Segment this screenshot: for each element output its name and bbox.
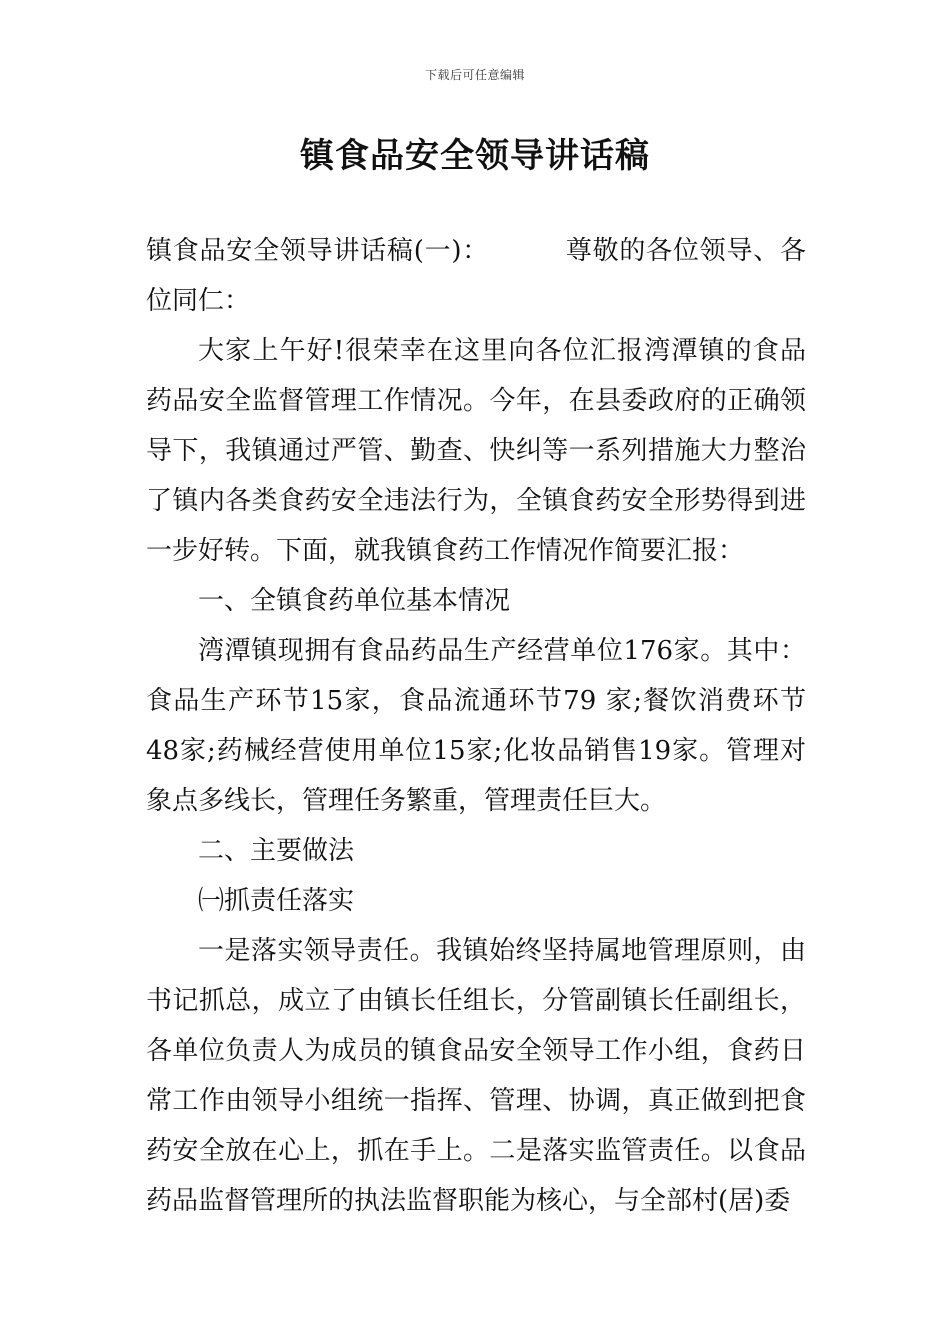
subsection-heading-1: ㈠抓责任落实 bbox=[198, 886, 355, 916]
paragraph-basic-info: 湾潭镇现拥有食品药品生产经营单位176家。其中：食品生产环节15家，食品流通环节79 家;餐饮消费环节48家;药械经营使用单位15家;化妆品销售19家。管理对象点多线长，管理任务繁重，管理责任巨大。 bbox=[146, 636, 806, 816]
greeting-text: 尊敬的各位领导、各位同仁： bbox=[146, 236, 806, 316]
document-body bbox=[146, 226, 806, 1226]
section-heading-1: 一、全镇食药单位基本情况 bbox=[198, 586, 511, 616]
document-label: 镇食品安全领导讲话稿(一)： bbox=[146, 236, 490, 266]
page-title: 镇食品安全领导讲话稿 bbox=[300, 136, 650, 176]
header-note: 下载后可任意编辑 bbox=[424, 68, 525, 82]
section-heading-2: 二、主要做法 bbox=[198, 836, 355, 866]
salutation-line bbox=[146, 226, 806, 326]
paragraph-responsibility: 一是落实领导责任。我镇始终坚持属地管理原则，由书记抓总，成立了由镇长任组长，分管副镇长任副组长，各单位负责人为成员的镇食品安全领导工作小组，食药日常工作由领导小组统一指挥、管理、协调，真正做到把食药安全放在心上，抓在手上。二是落实监管责任。以食品药品监督管理所的执法监督职能为核心，与全部村(居)委 bbox=[146, 936, 806, 1216]
paragraph-intro: 大家上午好!很荣幸在这里向各位汇报湾潭镇的食品药品安全监督管理工作情况。今年，在县委政府的正确领导下，我镇通过严管、勤查、快纠等一系列措施大力整治了镇内各类食药安全违法行为，全镇食药安全形势得到进一步好转。下面，就我镇食药工作情况作简要汇报： bbox=[146, 336, 806, 566]
